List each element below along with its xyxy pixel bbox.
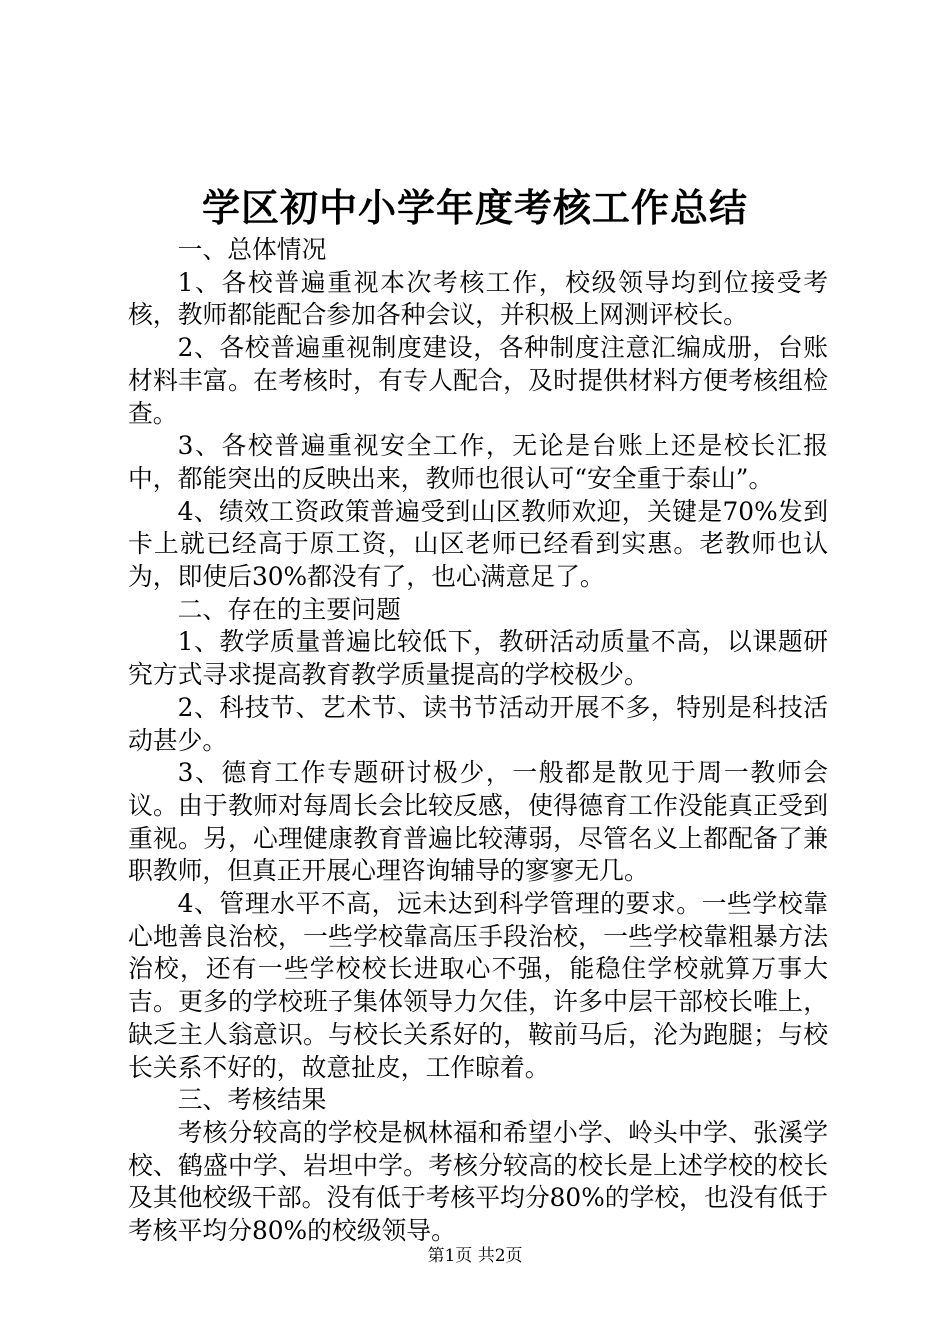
paragraph-problems-4: 4、管理水平不高，远未达到科学管理的要求。一些学校靠心地善良治校，一些学校靠高压手段治校，一些学校靠粗暴方法治校，还有一些学校校长进取心不强，能稳住学校就算万事大吉。更多的学校班子集体领导力欠佳，许多中层干部校长唯上，缺乏主人翁意识。与校长关系好的，鞍前马后，沦为跑腿；与校长关系不好的，故意扯皮，工作晾着。 <box>128 889 828 1082</box>
paragraph-overview-2: 2、各校普遍重视制度建设，各种制度注意汇编成册，台账材料丰富。在考核时，有专人配合，及时提供材料方便考核组检查。 <box>128 333 828 428</box>
page-footer: 第1页 共2页 <box>427 1246 523 1266</box>
paragraph-problems-2: 2、科技节、艺术节、读书节活动开展不多，特别是科技活动甚少。 <box>128 692 828 755</box>
paragraph-problems-3: 3、德育工作专题研讨极少，一般都是散见于周一教师会议。由于教师对每周长会比较反感，使得德育工作没能真正受到重视。另，心理健康教育普遍比较薄弱，尽管名义上都配备了兼职教师，但真正开展心理咨询辅导的寥寥无几。 <box>128 758 828 886</box>
paragraph-overview-4: 4、绩效工资政策普遍受到山区教师欢迎，关键是70%发到卡上就已经高于原工资，山区老师已经看到实惠。老教师也认为，即使后30%都没有了，也心满意足了。 <box>128 496 828 592</box>
paragraph-results: 考核分较高的学校是枫林福和希望小学、岭头中学、张溪学校、鹤盛中学、岩坦中学。考核分较高的校长是上述学校的校长及其他校级干部。没有低于考核平均分80%的学校，也没有低于考核平均分80%的校级领导。 <box>128 1117 828 1246</box>
section-heading-results: 三、考核结果 <box>177 1085 327 1115</box>
document-body <box>128 234 828 1248</box>
paragraph-overview-1: 1、各校普遍重视本次考核工作，校级领导均到位接受考核，教师都能配合参加各种会议，并积极上网测评校长。 <box>128 267 828 330</box>
section-heading-overview: 一、总体情况 <box>177 235 327 264</box>
paragraph-overview-3: 3、各校普遍重视安全工作，无论是台账上还是校长汇报中，都能突出的反映出来，教师也很认可“安全重于泰山”。 <box>128 431 828 493</box>
document-title: 学区初中小学年度考核工作总结 <box>201 185 748 230</box>
paragraph-problems-1: 1、教学质量普遍比较低下，教研活动质量不高，以课题研究方式寻求提高教育教学质量提高的学校极少。 <box>128 627 828 690</box>
section-heading-problems: 二、存在的主要问题 <box>177 594 401 624</box>
